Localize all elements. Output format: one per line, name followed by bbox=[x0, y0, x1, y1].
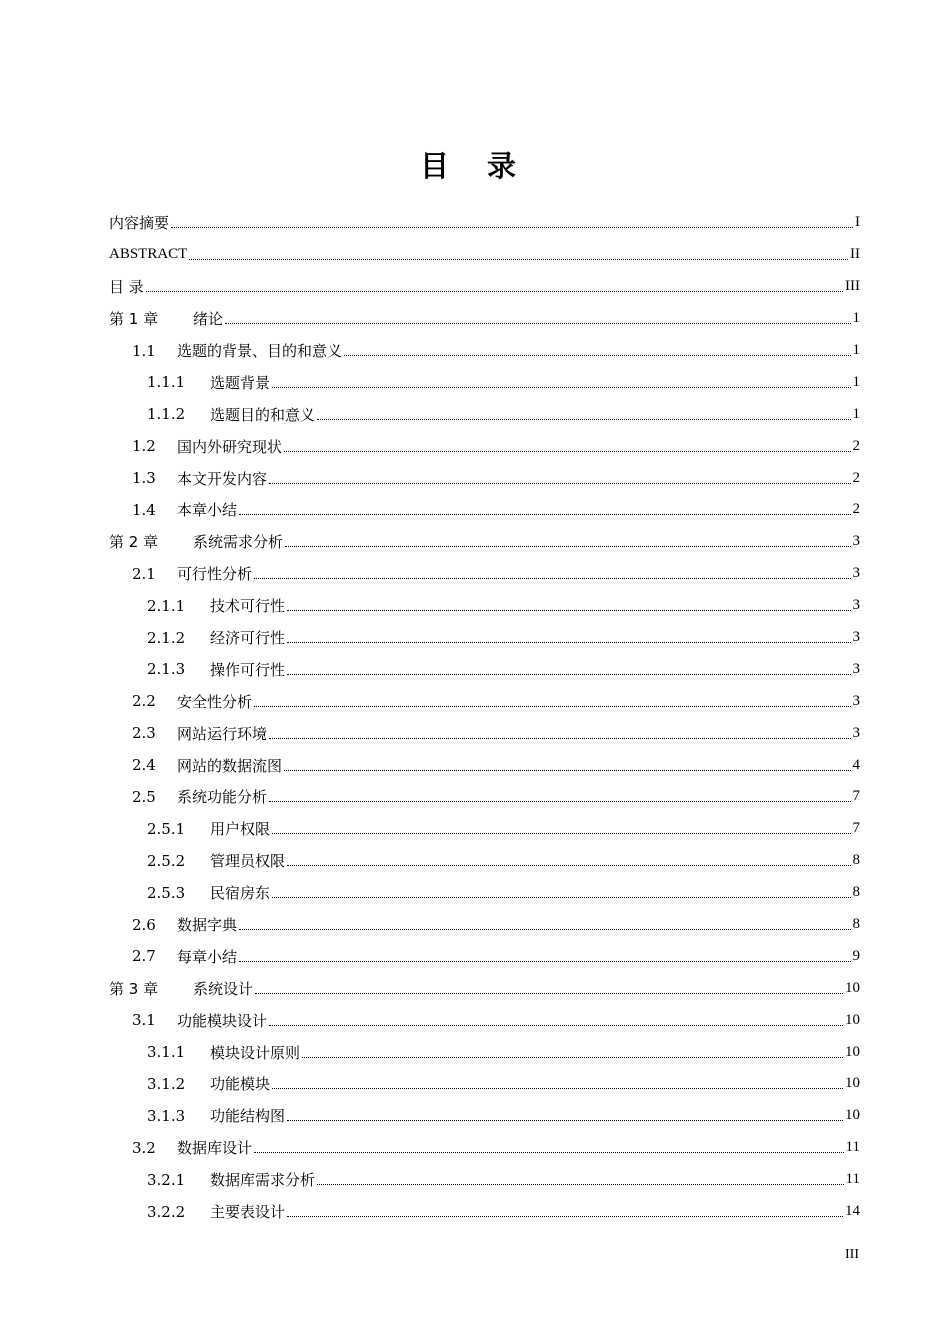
toc-entry-title: 绪论 bbox=[193, 310, 224, 329]
toc-entry-number: 第 2 章 bbox=[109, 533, 159, 552]
toc-entry[interactable] bbox=[109, 366, 860, 398]
toc-entry[interactable] bbox=[109, 972, 860, 1004]
toc-entry-page: 10 bbox=[845, 1011, 860, 1028]
dot-leader bbox=[272, 387, 850, 388]
dot-leader bbox=[171, 227, 853, 228]
toc-entry-page: 2 bbox=[852, 469, 860, 486]
toc-entry-page: 7 bbox=[852, 788, 860, 805]
dot-leader bbox=[317, 1184, 844, 1185]
toc-entry-title: 系统功能分析 bbox=[177, 788, 268, 807]
toc-entry-page: I bbox=[855, 214, 860, 231]
dot-leader bbox=[287, 1120, 843, 1121]
dot-leader bbox=[287, 865, 850, 866]
toc-entry-title: 管理员权限 bbox=[210, 852, 286, 871]
toc-entry[interactable] bbox=[109, 303, 860, 335]
toc-entry-number: 1.1.2 bbox=[147, 405, 186, 424]
toc-entry-page: 10 bbox=[845, 979, 860, 996]
toc-entry-title: 数据库设计 bbox=[177, 1139, 253, 1158]
toc-entry[interactable] bbox=[109, 398, 860, 430]
toc-entry-page: 11 bbox=[845, 1139, 860, 1156]
toc-entry-number: 1.1 bbox=[132, 341, 156, 360]
toc-entry-page: 9 bbox=[852, 947, 860, 964]
toc-entry-number: 2.3 bbox=[132, 724, 156, 743]
dot-leader bbox=[254, 1152, 844, 1153]
toc-entry[interactable] bbox=[109, 558, 860, 590]
toc-entry-title: 功能结构图 bbox=[210, 1107, 286, 1126]
dot-leader bbox=[287, 610, 850, 611]
toc-entry-number: 3.1.2 bbox=[147, 1074, 186, 1093]
dot-leader bbox=[269, 738, 850, 739]
toc-entry-number: 3.2 bbox=[132, 1138, 156, 1157]
dot-leader bbox=[284, 451, 850, 452]
toc-entry-number: 2.1.3 bbox=[147, 660, 186, 679]
toc-entry-page: 4 bbox=[852, 756, 860, 773]
toc-entry[interactable] bbox=[109, 717, 860, 749]
toc-entry-page: 7 bbox=[852, 820, 860, 837]
dot-leader bbox=[302, 1057, 843, 1058]
dot-leader bbox=[272, 833, 850, 834]
toc-entry[interactable] bbox=[109, 1068, 860, 1100]
toc-entry-page: III bbox=[845, 278, 860, 295]
dot-leader bbox=[287, 642, 850, 643]
toc-entry-title: 功能模块设计 bbox=[177, 1011, 268, 1030]
toc-entry[interactable] bbox=[109, 430, 860, 462]
toc-entry[interactable] bbox=[109, 1196, 860, 1228]
toc-entry[interactable] bbox=[109, 909, 860, 941]
toc-entry[interactable] bbox=[109, 1132, 860, 1164]
toc-entry[interactable] bbox=[109, 335, 860, 367]
toc-entry-title: ABSTRACT bbox=[109, 246, 188, 263]
toc-entry-title: 目 录 bbox=[109, 278, 144, 297]
toc-entry[interactable] bbox=[109, 207, 860, 239]
toc-entry-page: 1 bbox=[852, 342, 860, 358]
dot-leader bbox=[269, 483, 850, 484]
table-of-contents bbox=[109, 207, 860, 1228]
dot-leader bbox=[284, 770, 850, 771]
toc-entry[interactable] bbox=[109, 622, 860, 654]
dot-leader bbox=[254, 578, 850, 579]
toc-entry-title: 选题目的和意义 bbox=[210, 405, 316, 424]
toc-entry-title: 主要表设计 bbox=[210, 1203, 286, 1222]
toc-entry-page: 10 bbox=[845, 1107, 860, 1124]
dot-leader bbox=[239, 929, 850, 930]
toc-entry-page: 3 bbox=[852, 724, 860, 741]
toc-entry-page: 3 bbox=[852, 565, 860, 582]
toc-entry[interactable] bbox=[109, 462, 860, 494]
toc-entry-title: 选题的背景、目的和意义 bbox=[177, 342, 343, 360]
toc-entry-title: 可行性分析 bbox=[177, 565, 253, 584]
toc-entry-number: 第 1 章 bbox=[109, 310, 159, 329]
toc-entry[interactable] bbox=[109, 1100, 860, 1132]
toc-entry[interactable] bbox=[109, 1036, 860, 1068]
toc-entry-number: 2.2 bbox=[132, 692, 156, 711]
dot-leader bbox=[272, 1088, 843, 1089]
dot-leader bbox=[287, 674, 850, 675]
dot-leader bbox=[272, 897, 850, 898]
toc-entry-title: 网站运行环境 bbox=[177, 724, 268, 743]
toc-entry-page: 11 bbox=[845, 1171, 860, 1188]
toc-entry-number: 2.7 bbox=[132, 947, 156, 966]
toc-entry-page: 8 bbox=[852, 884, 860, 901]
toc-entry-number: 1.4 bbox=[132, 500, 156, 519]
toc-entry[interactable] bbox=[109, 877, 860, 909]
dot-leader bbox=[239, 961, 850, 962]
toc-entry-title: 用户权限 bbox=[210, 820, 271, 839]
dot-leader bbox=[285, 546, 850, 547]
toc-entry-number: 2.5.2 bbox=[147, 851, 186, 870]
toc-entry[interactable] bbox=[109, 749, 860, 781]
dot-leader bbox=[225, 323, 850, 324]
toc-entry-number: 1.2 bbox=[132, 437, 156, 456]
toc-entry[interactable] bbox=[109, 239, 860, 271]
toc-entry[interactable] bbox=[109, 271, 860, 303]
dot-leader bbox=[344, 355, 850, 356]
toc-entry-number: 2.6 bbox=[132, 915, 156, 934]
toc-entry-title: 操作可行性 bbox=[210, 660, 286, 679]
toc-entry-title: 选题背景 bbox=[210, 373, 271, 392]
toc-entry-number: 3.1.3 bbox=[147, 1106, 186, 1125]
toc-entry[interactable] bbox=[109, 1004, 860, 1036]
toc-entry[interactable] bbox=[109, 781, 860, 813]
toc-entry-title: 内容摘要 bbox=[109, 214, 170, 233]
dot-leader bbox=[146, 291, 843, 292]
dot-leader bbox=[189, 259, 848, 260]
toc-entry-page: 3 bbox=[852, 629, 860, 646]
toc-entry-title: 本文开发内容 bbox=[177, 469, 268, 488]
dot-leader bbox=[269, 1025, 843, 1026]
toc-entry-number: 2.1.2 bbox=[147, 628, 186, 647]
dot-leader bbox=[254, 706, 850, 707]
toc-entry-page: 2 bbox=[852, 437, 860, 454]
toc-entry-number: 2.5.1 bbox=[147, 819, 186, 838]
toc-entry-page: 10 bbox=[845, 1043, 860, 1060]
toc-entry-number: 第 3 章 bbox=[109, 979, 159, 998]
toc-entry-title: 模块设计原则 bbox=[210, 1043, 301, 1062]
toc-entry-number: 3.1.1 bbox=[147, 1043, 186, 1062]
dot-leader bbox=[287, 1216, 843, 1217]
toc-entry-page: 10 bbox=[845, 1075, 860, 1092]
toc-entry-title: 本章小结 bbox=[177, 501, 238, 520]
toc-entry-page: 1 bbox=[852, 310, 860, 327]
toc-entry-title: 技术可行性 bbox=[210, 597, 286, 616]
toc-entry-title: 功能模块 bbox=[210, 1075, 271, 1094]
toc-entry-page: 3 bbox=[852, 597, 860, 614]
toc-entry-page: 3 bbox=[852, 692, 860, 709]
toc-entry[interactable] bbox=[109, 526, 860, 558]
toc-entry-page: 14 bbox=[845, 1203, 860, 1220]
toc-title: 目 录 bbox=[419, 149, 531, 183]
toc-entry-page: 1 bbox=[852, 373, 860, 390]
dot-leader bbox=[317, 419, 850, 420]
toc-entry-page: 8 bbox=[852, 916, 860, 933]
toc-entry-title: 经济可行性 bbox=[210, 629, 286, 648]
toc-entry-page: 3 bbox=[852, 533, 860, 550]
dot-leader bbox=[255, 993, 843, 994]
dot-leader bbox=[239, 514, 850, 515]
toc-entry-number: 3.2.1 bbox=[147, 1170, 186, 1189]
toc-entry[interactable] bbox=[109, 845, 860, 877]
toc-entry-number: 2.5.3 bbox=[147, 883, 186, 902]
toc-entry-number: 2.1 bbox=[132, 564, 156, 583]
toc-entry-title: 民宿房东 bbox=[210, 884, 271, 903]
toc-entry-title: 网站的数据流图 bbox=[177, 756, 283, 775]
toc-entry-page: II bbox=[850, 246, 860, 263]
toc-entry[interactable] bbox=[109, 590, 860, 622]
toc-entry-page: 1 bbox=[852, 405, 860, 422]
toc-entry-page: 3 bbox=[852, 660, 860, 677]
toc-entry-number: 2.5 bbox=[132, 787, 156, 806]
toc-entry-number: 1.1.1 bbox=[147, 373, 186, 392]
toc-entry[interactable] bbox=[109, 1164, 860, 1196]
toc-entry[interactable] bbox=[109, 813, 860, 845]
toc-entry-title: 数据字典 bbox=[177, 916, 238, 935]
toc-entry-title: 系统需求分析 bbox=[193, 533, 284, 552]
toc-entry-page: 2 bbox=[852, 501, 860, 518]
toc-entry[interactable] bbox=[109, 653, 860, 685]
toc-entry[interactable] bbox=[109, 494, 860, 526]
toc-entry-title: 每章小结 bbox=[177, 947, 238, 966]
toc-entry-title: 数据库需求分析 bbox=[210, 1171, 316, 1190]
toc-entry-number: 2.1.1 bbox=[147, 596, 186, 615]
toc-entry-title: 系统设计 bbox=[193, 979, 254, 998]
toc-entry-number: 2.4 bbox=[132, 756, 156, 775]
toc-entry-page: 8 bbox=[852, 852, 860, 869]
page-number: III bbox=[845, 1247, 859, 1262]
toc-entry[interactable] bbox=[109, 685, 860, 717]
toc-entry-title: 安全性分析 bbox=[177, 692, 253, 711]
toc-entry-number: 1.3 bbox=[132, 469, 156, 488]
toc-entry-title: 国内外研究现状 bbox=[177, 437, 283, 456]
dot-leader bbox=[269, 801, 850, 802]
toc-entry[interactable] bbox=[109, 940, 860, 972]
toc-entry-number: 3.2.2 bbox=[147, 1202, 186, 1221]
toc-entry-number: 3.1 bbox=[132, 1011, 156, 1030]
